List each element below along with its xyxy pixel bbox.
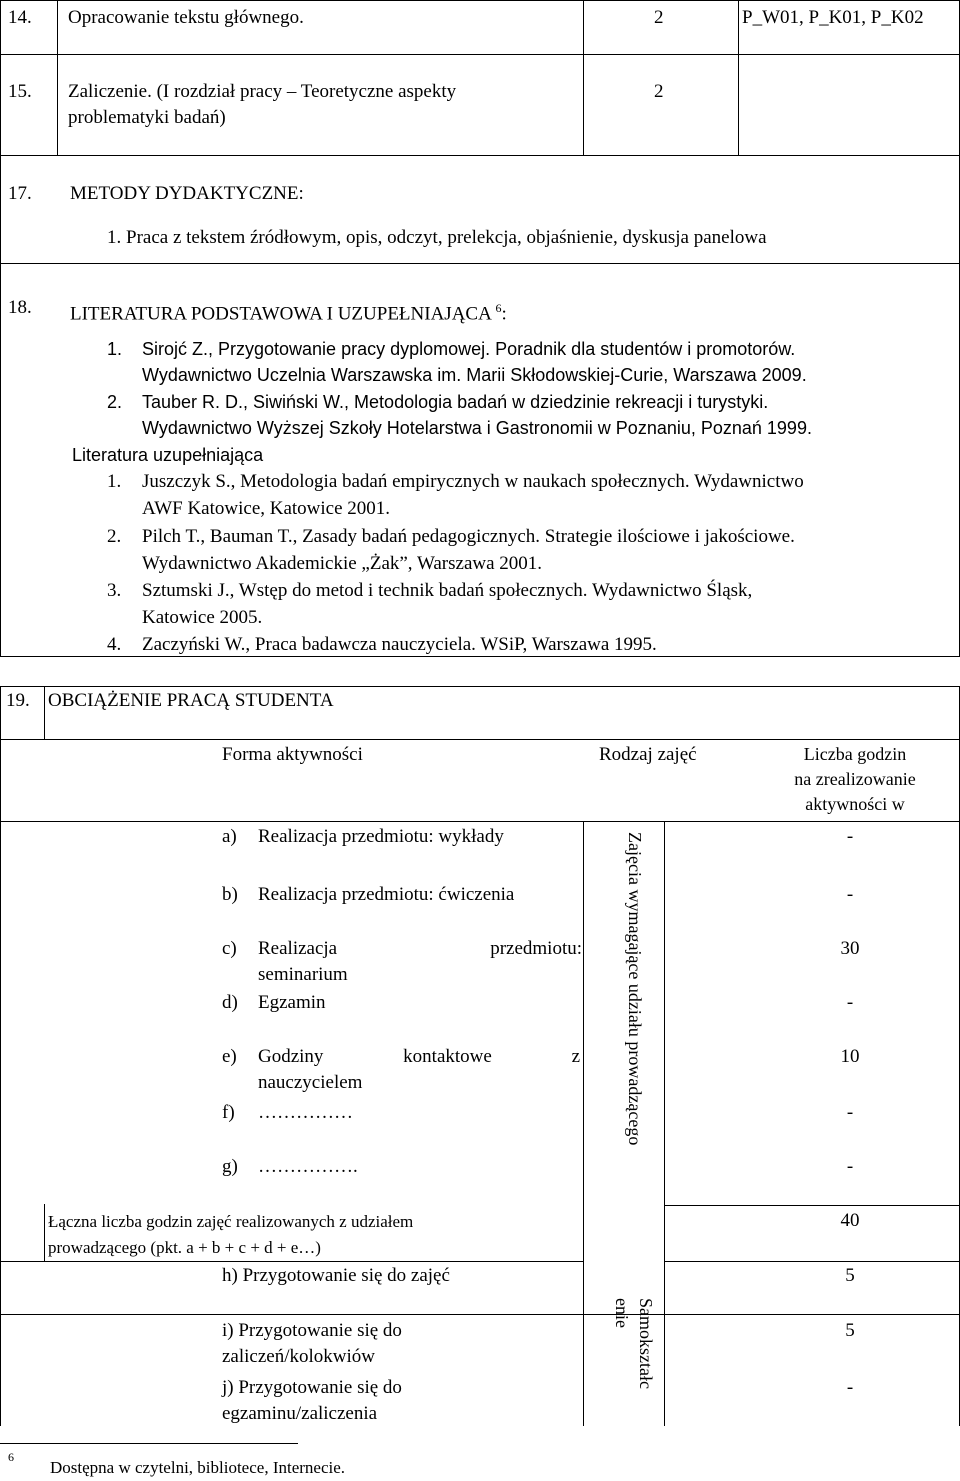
header-type: Rodzaj zajęć <box>599 744 697 765</box>
list-item: Tauber R. D., Siwiński W., Metodologia badań w dziedzinie rekreacji i turystyki. <box>142 392 769 412</box>
list-item: Zaczyński W., Praca badawcza nauczyciela. WSiP, Warszawa 1995. <box>142 634 657 655</box>
row-label: Realizacja przedmiotu: <box>258 938 582 959</box>
list-number: 2. <box>107 526 122 547</box>
list-item-cont: Katowice 2005. <box>142 607 263 628</box>
row-text: Opracowanie tekstu głównego. <box>68 7 304 28</box>
section-title: OBCIĄŻENIE PRACĄ STUDENTA <box>48 690 334 711</box>
row-label: ……………. <box>258 1156 358 1177</box>
total-value: 40 <box>840 1210 860 1231</box>
row-hours: 2 <box>654 81 664 102</box>
list-number: 1. <box>107 339 123 359</box>
row-letter: c) <box>222 938 237 959</box>
row-value: - <box>846 1156 854 1177</box>
row-value: - <box>846 826 854 847</box>
row-label: Realizacja przedmiotu: ćwiczenia <box>258 884 515 905</box>
row-value: - <box>846 1102 854 1123</box>
row-letter: g) <box>222 1156 238 1177</box>
supplementary-title: Literatura uzupełniająca <box>72 445 264 465</box>
footnote-number: 6 <box>8 1450 14 1464</box>
list-item: Pilch T., Bauman T., Zasady badań pedagogicznych. Strategie ilościowe i jakościowe. <box>142 526 795 547</box>
row-text: Zaliczenie. (I rozdział pracy – Teoretyczne aspekty <box>68 81 457 102</box>
section-number: 18. <box>8 297 32 318</box>
header-hours: Liczba godzin na zrealizowanie aktywności w <box>794 744 916 814</box>
section-title: LITERATURA PODSTAWOWA I UZUPEŁNIAJĄCA $^6$: <box>70 301 507 325</box>
section-number: 17. <box>8 183 32 204</box>
header-form: Forma aktywności <box>222 744 363 765</box>
footnote-separator <box>0 1443 298 1444</box>
row-label: Godziny kontaktowe z <box>258 1046 580 1067</box>
row-value: 10 <box>840 1046 860 1067</box>
row-letter: b) <box>222 884 238 905</box>
row-label: i) Przygotowanie się do <box>222 1320 402 1341</box>
row-label-cont: nauczycielem <box>258 1072 363 1093</box>
row-label: j) Przygotowanie się do <box>222 1377 402 1398</box>
row-letter: f) <box>222 1102 235 1123</box>
list-number: 4. <box>107 634 122 655</box>
footnote-text: Dostępna w czytelni, bibliotece, Internecie. <box>50 1458 346 1477</box>
group-label-contact: Zajęcia wymagające udziału prowadzącego <box>625 832 645 1146</box>
list-item-cont: Wydawnictwo Uczelnia Warszawska im. Marii Skłodowskiej-Curie, Warszawa 2009. <box>142 365 807 385</box>
row-label: Realizacja przedmiotu: wykłady <box>258 826 504 847</box>
list-item-cont: Wydawnictwo Wyższej Szkoły Hotelarstwa i Gastronomii w Poznaniu, Poznań 1999. <box>142 418 812 438</box>
list-item-cont: AWF Katowice, Katowice 2001. <box>142 498 391 519</box>
row-number: 15. <box>8 81 32 102</box>
row-hours: 2 <box>654 7 664 28</box>
row-text-cont: problematyki badań) <box>68 107 226 128</box>
row-value: - <box>846 992 854 1013</box>
row-value: 30 <box>840 938 860 959</box>
row-label-cont: zaliczeń/kolokwiów <box>222 1346 376 1367</box>
list-number: 2. <box>107 392 123 412</box>
row-label: …………… <box>258 1102 353 1123</box>
row-letter: a) <box>222 826 237 847</box>
row-letter: e) <box>222 1046 237 1067</box>
row-value: - <box>846 884 854 905</box>
footnote-ref: 6 <box>495 301 502 315</box>
group-label-self: Samokształc enie <box>612 1298 656 1389</box>
list-item: Sztumski J., Wstęp do metod i technik badań społecznych. Wydawnictwo Śląsk, <box>142 580 753 601</box>
section-number: 19. <box>6 690 30 711</box>
row-value: 5 <box>845 1265 855 1286</box>
row-effects: P_W01, P_K01, P_K02 <box>742 7 924 28</box>
list-number: 3. <box>107 580 122 601</box>
methods-item: 1. Praca z tekstem źródłowym, opis, odczyt, prelekcja, objaśnienie, dyskusja panelowa <box>107 227 767 248</box>
total-label: Łączna liczba godzin zajęć realizowanych z udziałem prowadzącego (pkt. a + b + c + d + e…) <box>48 1212 414 1257</box>
row-label-cont: seminarium <box>258 964 348 985</box>
row-value: 5 <box>845 1320 855 1341</box>
list-item-cont: Wydawnictwo Akademickie „Żak”, Warszawa 2001. <box>142 553 543 574</box>
list-number: 1. <box>107 471 122 492</box>
section-title: METODY DYDAKTYCZNE: <box>70 183 304 204</box>
row-letter: d) <box>222 992 238 1013</box>
row-label: h) Przygotowanie się do zajęć <box>222 1265 450 1286</box>
row-value: - <box>846 1377 854 1398</box>
row-label: Egzamin <box>258 992 326 1013</box>
row-number: 14. <box>8 7 32 28</box>
row-label-cont: egzaminu/zaliczenia <box>222 1403 378 1424</box>
list-item: Sirojć Z., Przygotowanie pracy dyplomowej. Poradnik dla studentów i promotorów. <box>142 339 796 359</box>
list-item: Juszczyk S., Metodologia badań empirycznych w naukach społecznych. Wydawnictwo <box>142 471 804 492</box>
